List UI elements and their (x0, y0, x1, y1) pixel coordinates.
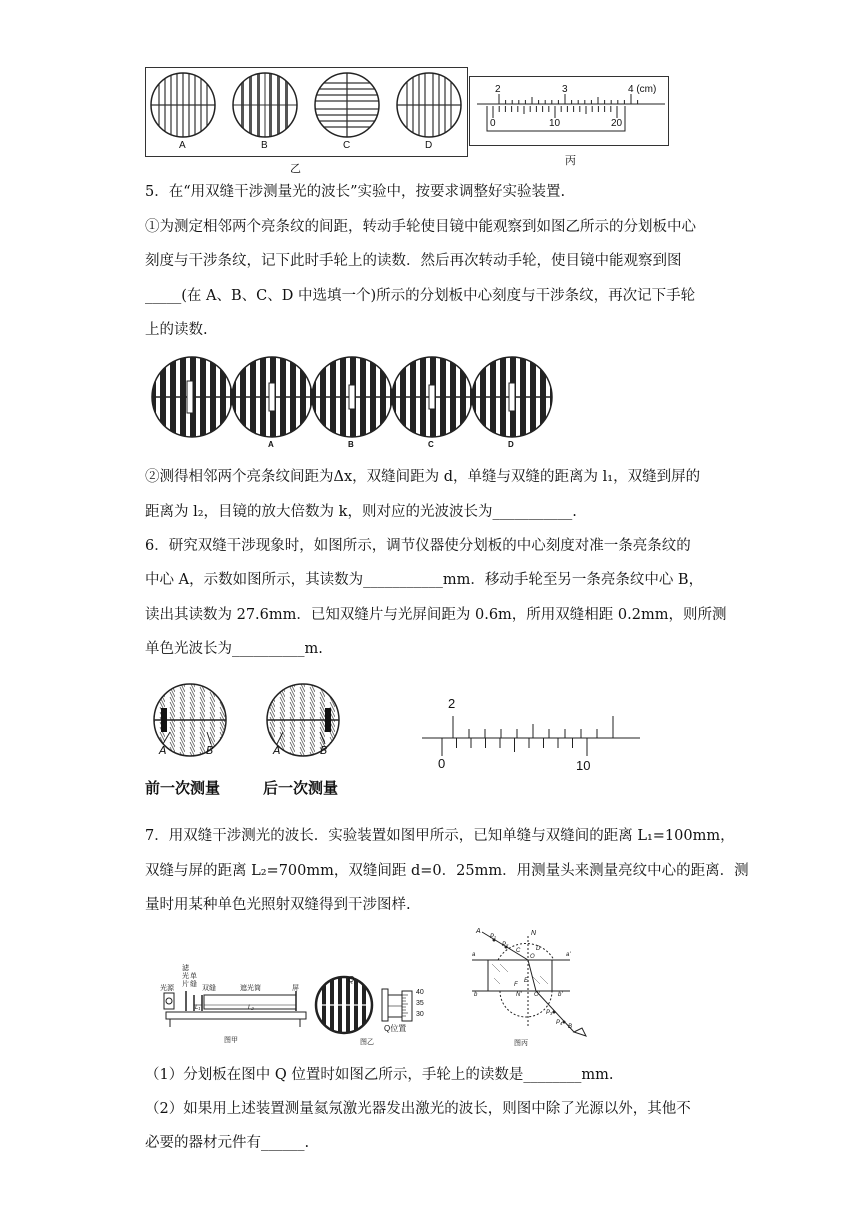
q6-point-b-after: B (320, 744, 328, 757)
q6-point-b-before: B (206, 744, 214, 757)
q6-scale-label-2: 2 (448, 696, 456, 711)
q7-sub-1: （1）分划板在图中 Q 位置时如图乙所示，手轮上的读数是________mm. (145, 1067, 614, 1083)
q7-bing-label-p3: P₃ (546, 1010, 553, 1016)
q7-line-1: 7．用双缝干涉测光的波长．实验装置如图甲所示，已知单缝与双缝间的距离 L₁=100mm， (145, 828, 735, 844)
q6-point-a-after: A (273, 744, 281, 757)
q7-figure-jia (160, 965, 308, 1045)
pattern-label-d: D (425, 140, 433, 151)
q6-line-3: 读出其读数为 27.6mm．已知双缝片与光屏间距为 0.6m，所用双缝相距 0.2mm，则所测 (145, 607, 727, 623)
q7-sub-3: 必要的器材元件有______. (145, 1135, 310, 1151)
label-tube: 遮光筒 (240, 985, 261, 992)
q7-reading-35: 35 (416, 1000, 424, 1007)
q7-reading-40: 40 (416, 989, 424, 996)
q7-label-q: Q (348, 975, 355, 984)
q5-line-1: 5．在“用双缝干涉测量光的波长”实验中，按要求调整好实验装置. (145, 184, 566, 200)
q7-bing-label-o: O (530, 954, 535, 960)
q7-bing-label-f: F (514, 982, 518, 988)
label-filter: 滤光片 (182, 965, 189, 988)
q6-figure (145, 672, 645, 802)
q5-line-7: 距离为 l₂，目镜的放大倍数为 k，则对应的光波波长为___________. (145, 504, 577, 520)
figure-bing-top (469, 76, 669, 146)
q6-vernier-label-10: 10 (576, 758, 591, 773)
label-double-slit: 双缝 (202, 985, 216, 992)
label-l2: L₂ (248, 1005, 254, 1011)
q6-line-4: 单色光波长为__________m. (145, 641, 323, 657)
q7-figure-jia-caption: 图甲 (224, 1037, 238, 1044)
pattern-label-a: A (179, 140, 186, 151)
q6-label-after: 后一次测量 (263, 779, 339, 797)
q7-bing-label-b: B (568, 1024, 573, 1030)
q7-bing-label-a-prime: a' (566, 952, 571, 958)
q7-bing-label-a: A (476, 928, 481, 935)
label-l1: L₁ (195, 1005, 201, 1011)
q7-label-q-position: Q位置 (384, 1024, 407, 1033)
q7-bing-label-e: E (524, 978, 529, 984)
q7-bing-label-n-prime: N' (516, 992, 522, 998)
q7-line-2: 双缝与屏的距离 L₂=700mm，双缝间距 d=0．25mm．用测量头来测量亮纹中心的距离．测 (145, 863, 749, 879)
q6-point-a-before: A (159, 744, 167, 757)
q7-figure-yi-caption: 图乙 (360, 1039, 374, 1046)
q7-bing-label-d: D (536, 946, 541, 952)
q5-fringe-patterns (150, 355, 560, 450)
q5-line-6: ②测得相邻两个亮条纹间距为Δx，双缝间距为 d，单缝与双缝的距离为 l₁，双缝到屏的 (145, 469, 701, 485)
q5-label-b: B (348, 440, 354, 449)
pattern-label-b: B (261, 140, 268, 151)
label-screen: 屏 (292, 985, 299, 992)
q7-bing-label-a-line: a (472, 952, 476, 958)
q7-bing-label-p4: P₄ (556, 1020, 563, 1026)
q7-bing-label-n: N (531, 930, 537, 937)
q7-bing-label-b-line: b (474, 992, 478, 998)
q5-line-3: 刻度与干涉条纹，记下此时手轮上的读数．然后再次转动手轮，使目镜中能观察到图 (145, 253, 682, 269)
q7-reading-30: 30 (416, 1011, 424, 1018)
q7-bing-label-p2: P₂ (502, 942, 509, 948)
label-single-slit: 单缝 (190, 973, 197, 988)
q6-vernier-label-0: 0 (438, 756, 446, 771)
q5-line-2: ①为测定相邻两个亮条纹的间距，转动手轮使目镜中能观察到如图乙所示的分划板中心 (145, 219, 696, 235)
q5-label-a: A (268, 440, 274, 449)
vernier-label-20: 20 (611, 118, 623, 129)
refraction-diagram-icon (470, 928, 590, 1048)
q7-bing-label-o-prime: O' (534, 992, 540, 998)
scale-label-3: 3 (562, 84, 568, 95)
interference-patterns-figure (145, 67, 468, 157)
vernier-label-10: 10 (549, 118, 561, 129)
q7-bing-label-b-prime: b' (558, 992, 563, 998)
figure-yi-caption: 乙 (290, 163, 301, 175)
vernier-label-0: 0 (490, 118, 496, 129)
q7-bing-label-c: C (516, 948, 521, 954)
q5-label-d: D (508, 440, 514, 449)
q5-line-4: _____(在 A、B、C、D 中选填一个)所示的分划板中心刻度与干涉条纹，再次记下手轮 (145, 288, 696, 304)
q7-figure-bing (470, 928, 590, 1048)
q6-line-2: 中心 A，示数如图所示，其读数为___________mm．移动手轮至另一条亮条纹中心 B， (145, 572, 704, 588)
q6-label-before: 前一次测量 (145, 779, 221, 797)
figure-yi-top (145, 67, 468, 157)
q7-line-3: 量时用某种单色光照射双缝得到干涉图样. (145, 897, 411, 913)
scale-label-2: 2 (495, 84, 501, 95)
label-light-source: 光源 (160, 985, 174, 992)
q6-line-1: 6．研究双缝干涉现象时，如图所示，调节仪器使分划板的中心刻度对准一条亮条纹的 (145, 538, 691, 554)
q5-line-5: 上的读数. (145, 322, 208, 338)
q7-bing-label-p1: P₁ (490, 934, 496, 940)
q7-figure-bing-caption: 图丙 (514, 1040, 528, 1047)
q7-sub-2: （2）如果用上述装置测量氦氖激光器发出激光的波长，则图中除了光源以外，其他不 (145, 1101, 691, 1117)
scale-label-4cm: 4 (cm) (628, 84, 657, 95)
figure-bing-caption: 丙 (565, 155, 576, 167)
q5-label-c: C (428, 440, 434, 449)
q5-figure (150, 355, 560, 450)
pattern-label-c: C (343, 140, 351, 151)
q7-figure-yi (314, 975, 434, 1047)
